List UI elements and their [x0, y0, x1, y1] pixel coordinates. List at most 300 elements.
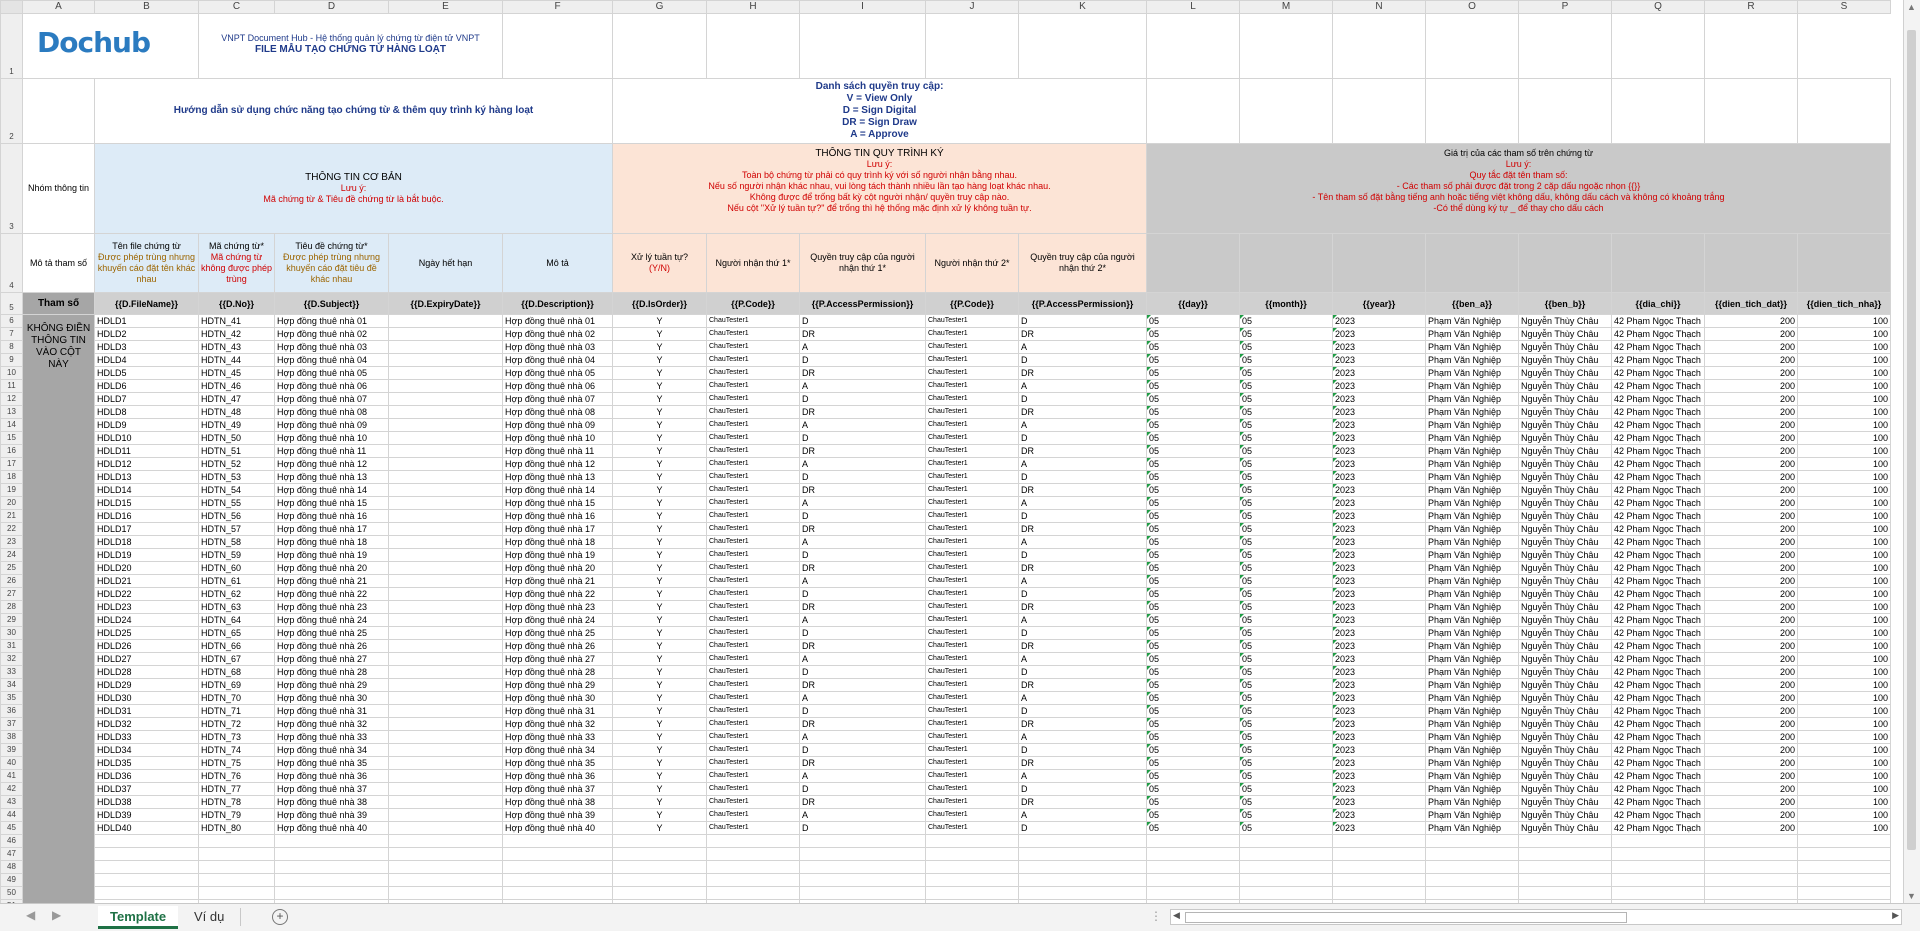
- column-header[interactable]: L: [1147, 1, 1240, 14]
- is-order-cell[interactable]: Y: [613, 666, 707, 679]
- row-header[interactable]: 34: [1, 679, 23, 692]
- recipient-1-cell[interactable]: ChauTester1: [707, 809, 800, 822]
- is-order-cell[interactable]: Y: [613, 796, 707, 809]
- year-cell[interactable]: 2023: [1333, 497, 1426, 510]
- doc-no-cell[interactable]: HDTN_64: [199, 614, 275, 627]
- empty-cell[interactable]: [1240, 848, 1333, 861]
- day-cell[interactable]: 05: [1147, 367, 1240, 380]
- file-name-cell[interactable]: HDLD18: [95, 536, 199, 549]
- empty-cell[interactable]: [1426, 861, 1519, 874]
- access-2-cell[interactable]: DR: [1019, 679, 1147, 692]
- empty-cell[interactable]: [95, 848, 199, 861]
- day-cell[interactable]: 05: [1147, 744, 1240, 757]
- empty-cell[interactable]: [199, 861, 275, 874]
- land-area-cell[interactable]: 200: [1705, 419, 1798, 432]
- ben-b-cell[interactable]: Nguyễn Thùy Châu: [1519, 822, 1612, 835]
- is-order-cell[interactable]: Y: [613, 393, 707, 406]
- expiry-cell[interactable]: [389, 575, 503, 588]
- year-cell[interactable]: 2023: [1333, 354, 1426, 367]
- row-header[interactable]: 30: [1, 627, 23, 640]
- doc-no-cell[interactable]: HDTN_43: [199, 341, 275, 354]
- recipient-2-cell[interactable]: ChauTester1: [926, 653, 1019, 666]
- expiry-cell[interactable]: [389, 497, 503, 510]
- ben-b-cell[interactable]: Nguyễn Thùy Châu: [1519, 653, 1612, 666]
- file-name-cell[interactable]: HDLD16: [95, 510, 199, 523]
- empty-cell[interactable]: [95, 874, 199, 887]
- ben-b-cell[interactable]: Nguyễn Thùy Châu: [1519, 315, 1612, 328]
- ben-a-cell[interactable]: Phạm Văn Nghiệp: [1426, 783, 1519, 796]
- empty-cell[interactable]: [1019, 835, 1147, 848]
- column-header[interactable]: E: [389, 1, 503, 14]
- scroll-up-icon[interactable]: ▲: [1907, 2, 1916, 12]
- empty-cell[interactable]: [1333, 887, 1426, 900]
- recipient-2-cell[interactable]: ChauTester1: [926, 562, 1019, 575]
- empty-cell[interactable]: [1240, 861, 1333, 874]
- ben-b-cell[interactable]: Nguyễn Thùy Châu: [1519, 562, 1612, 575]
- description-cell[interactable]: Hợp đồng thuê nhà 10: [503, 432, 613, 445]
- select-all-corner[interactable]: [1, 1, 23, 14]
- subject-cell[interactable]: Hợp đồng thuê nhà 40: [275, 822, 389, 835]
- day-cell[interactable]: 05: [1147, 406, 1240, 419]
- file-name-cell[interactable]: HDLD8: [95, 406, 199, 419]
- access-2-cell[interactable]: D: [1019, 822, 1147, 835]
- house-area-cell[interactable]: 100: [1798, 757, 1891, 770]
- expiry-cell[interactable]: [389, 562, 503, 575]
- address-cell[interactable]: 42 Phạm Ngọc Thạch: [1612, 484, 1705, 497]
- expiry-cell[interactable]: [389, 419, 503, 432]
- file-name-cell[interactable]: HDLD1: [95, 315, 199, 328]
- house-area-cell[interactable]: 100: [1798, 796, 1891, 809]
- recipient-1-cell[interactable]: ChauTester1: [707, 653, 800, 666]
- expiry-cell[interactable]: [389, 510, 503, 523]
- file-name-cell[interactable]: HDLD24: [95, 614, 199, 627]
- is-order-cell[interactable]: Y: [613, 770, 707, 783]
- expiry-cell[interactable]: [389, 796, 503, 809]
- doc-no-cell[interactable]: HDTN_78: [199, 796, 275, 809]
- expiry-cell[interactable]: [389, 432, 503, 445]
- house-area-cell[interactable]: 100: [1798, 432, 1891, 445]
- address-cell[interactable]: 42 Phạm Ngọc Thạch: [1612, 393, 1705, 406]
- recipient-1-cell[interactable]: ChauTester1: [707, 705, 800, 718]
- house-area-cell[interactable]: 100: [1798, 718, 1891, 731]
- doc-no-cell[interactable]: HDTN_71: [199, 705, 275, 718]
- is-order-cell[interactable]: Y: [613, 367, 707, 380]
- month-cell[interactable]: 05: [1240, 484, 1333, 497]
- access-1-cell[interactable]: A: [800, 692, 926, 705]
- empty-cell[interactable]: [707, 861, 800, 874]
- recipient-2-cell[interactable]: ChauTester1: [926, 705, 1019, 718]
- ben-a-cell[interactable]: Phạm Văn Nghiệp: [1426, 666, 1519, 679]
- house-area-cell[interactable]: 100: [1798, 770, 1891, 783]
- description-cell[interactable]: Hợp đồng thuê nhà 34: [503, 744, 613, 757]
- access-1-cell[interactable]: A: [800, 536, 926, 549]
- month-cell[interactable]: 05: [1240, 705, 1333, 718]
- access-1-cell[interactable]: D: [800, 471, 926, 484]
- empty-cell[interactable]: [503, 874, 613, 887]
- description-cell[interactable]: Hợp đồng thuê nhà 16: [503, 510, 613, 523]
- recipient-1-cell[interactable]: ChauTester1: [707, 614, 800, 627]
- land-area-cell[interactable]: 200: [1705, 562, 1798, 575]
- ben-a-cell[interactable]: Phạm Văn Nghiệp: [1426, 315, 1519, 328]
- access-1-cell[interactable]: A: [800, 458, 926, 471]
- house-area-cell[interactable]: 100: [1798, 822, 1891, 835]
- is-order-cell[interactable]: Y: [613, 783, 707, 796]
- empty-cell[interactable]: [1612, 848, 1705, 861]
- recipient-1-cell[interactable]: ChauTester1: [707, 380, 800, 393]
- row-header[interactable]: 10: [1, 367, 23, 380]
- ben-a-cell[interactable]: Phạm Văn Nghiệp: [1426, 510, 1519, 523]
- column-header[interactable]: R: [1705, 1, 1798, 14]
- house-area-cell[interactable]: 100: [1798, 588, 1891, 601]
- ben-a-cell[interactable]: Phạm Văn Nghiệp: [1426, 705, 1519, 718]
- day-cell[interactable]: 05: [1147, 315, 1240, 328]
- address-cell[interactable]: 42 Phạm Ngọc Thạch: [1612, 744, 1705, 757]
- access-2-cell[interactable]: DR: [1019, 523, 1147, 536]
- month-cell[interactable]: 05: [1240, 783, 1333, 796]
- file-name-cell[interactable]: HDLD2: [95, 328, 199, 341]
- day-cell[interactable]: 05: [1147, 419, 1240, 432]
- land-area-cell[interactable]: 200: [1705, 536, 1798, 549]
- house-area-cell[interactable]: 100: [1798, 380, 1891, 393]
- access-1-cell[interactable]: D: [800, 705, 926, 718]
- empty-cell[interactable]: [800, 835, 926, 848]
- house-area-cell[interactable]: 100: [1798, 406, 1891, 419]
- access-1-cell[interactable]: DR: [800, 640, 926, 653]
- row-header[interactable]: 18: [1, 471, 23, 484]
- recipient-2-cell[interactable]: ChauTester1: [926, 354, 1019, 367]
- house-area-cell[interactable]: 100: [1798, 614, 1891, 627]
- year-cell[interactable]: 2023: [1333, 692, 1426, 705]
- file-name-cell[interactable]: HDLD27: [95, 653, 199, 666]
- access-2-cell[interactable]: D: [1019, 432, 1147, 445]
- doc-no-cell[interactable]: HDTN_70: [199, 692, 275, 705]
- day-cell[interactable]: 05: [1147, 575, 1240, 588]
- access-1-cell[interactable]: DR: [800, 679, 926, 692]
- row-header[interactable]: 31: [1, 640, 23, 653]
- subject-cell[interactable]: Hợp đồng thuê nhà 07: [275, 393, 389, 406]
- subject-cell[interactable]: Hợp đồng thuê nhà 37: [275, 783, 389, 796]
- is-order-cell[interactable]: Y: [613, 718, 707, 731]
- doc-no-cell[interactable]: HDTN_41: [199, 315, 275, 328]
- empty-cell[interactable]: [1705, 835, 1798, 848]
- day-cell[interactable]: 05: [1147, 770, 1240, 783]
- land-area-cell[interactable]: 200: [1705, 744, 1798, 757]
- recipient-1-cell[interactable]: ChauTester1: [707, 640, 800, 653]
- access-1-cell[interactable]: DR: [800, 601, 926, 614]
- subject-cell[interactable]: Hợp đồng thuê nhà 33: [275, 731, 389, 744]
- row-header[interactable]: 16: [1, 445, 23, 458]
- doc-no-cell[interactable]: HDTN_75: [199, 757, 275, 770]
- empty-cell[interactable]: [926, 835, 1019, 848]
- recipient-2-cell[interactable]: ChauTester1: [926, 406, 1019, 419]
- recipient-2-cell[interactable]: ChauTester1: [926, 796, 1019, 809]
- access-1-cell[interactable]: D: [800, 783, 926, 796]
- empty-cell[interactable]: [503, 861, 613, 874]
- file-name-cell[interactable]: HDLD10: [95, 432, 199, 445]
- year-cell[interactable]: 2023: [1333, 510, 1426, 523]
- recipient-1-cell[interactable]: ChauTester1: [707, 731, 800, 744]
- access-1-cell[interactable]: DR: [800, 796, 926, 809]
- recipient-2-cell[interactable]: ChauTester1: [926, 458, 1019, 471]
- file-name-cell[interactable]: HDLD34: [95, 744, 199, 757]
- ben-b-cell[interactable]: Nguyễn Thùy Châu: [1519, 341, 1612, 354]
- row-header[interactable]: 37: [1, 718, 23, 731]
- is-order-cell[interactable]: Y: [613, 484, 707, 497]
- is-order-cell[interactable]: Y: [613, 354, 707, 367]
- recipient-2-cell[interactable]: ChauTester1: [926, 419, 1019, 432]
- recipient-1-cell[interactable]: ChauTester1: [707, 432, 800, 445]
- doc-no-cell[interactable]: HDTN_42: [199, 328, 275, 341]
- recipient-2-cell[interactable]: ChauTester1: [926, 575, 1019, 588]
- access-2-cell[interactable]: DR: [1019, 484, 1147, 497]
- description-cell[interactable]: Hợp đồng thuê nhà 28: [503, 666, 613, 679]
- row-header[interactable]: 9: [1, 354, 23, 367]
- year-cell[interactable]: 2023: [1333, 783, 1426, 796]
- recipient-1-cell[interactable]: ChauTester1: [707, 510, 800, 523]
- description-cell[interactable]: Hợp đồng thuê nhà 30: [503, 692, 613, 705]
- land-area-cell[interactable]: 200: [1705, 705, 1798, 718]
- doc-no-cell[interactable]: HDTN_52: [199, 458, 275, 471]
- ben-a-cell[interactable]: Phạm Văn Nghiệp: [1426, 822, 1519, 835]
- year-cell[interactable]: 2023: [1333, 731, 1426, 744]
- file-name-cell[interactable]: HDLD31: [95, 705, 199, 718]
- year-cell[interactable]: 2023: [1333, 471, 1426, 484]
- file-name-cell[interactable]: HDLD4: [95, 354, 199, 367]
- description-cell[interactable]: Hợp đồng thuê nhà 25: [503, 627, 613, 640]
- month-cell[interactable]: 05: [1240, 497, 1333, 510]
- row-header[interactable]: 4: [1, 234, 23, 293]
- description-cell[interactable]: Hợp đồng thuê nhà 21: [503, 575, 613, 588]
- year-cell[interactable]: 2023: [1333, 380, 1426, 393]
- year-cell[interactable]: 2023: [1333, 523, 1426, 536]
- recipient-2-cell[interactable]: ChauTester1: [926, 770, 1019, 783]
- day-cell[interactable]: 05: [1147, 783, 1240, 796]
- expiry-cell[interactable]: [389, 731, 503, 744]
- ben-a-cell[interactable]: Phạm Văn Nghiệp: [1426, 588, 1519, 601]
- day-cell[interactable]: 05: [1147, 536, 1240, 549]
- address-cell[interactable]: 42 Phạm Ngọc Thạch: [1612, 640, 1705, 653]
- empty-cell[interactable]: [1019, 848, 1147, 861]
- row-header[interactable]: 46: [1, 835, 23, 848]
- file-name-cell[interactable]: HDLD6: [95, 380, 199, 393]
- is-order-cell[interactable]: Y: [613, 406, 707, 419]
- recipient-1-cell[interactable]: ChauTester1: [707, 783, 800, 796]
- address-cell[interactable]: 42 Phạm Ngọc Thạch: [1612, 822, 1705, 835]
- ben-a-cell[interactable]: Phạm Văn Nghiệp: [1426, 341, 1519, 354]
- month-cell[interactable]: 05: [1240, 510, 1333, 523]
- doc-no-cell[interactable]: HDTN_79: [199, 809, 275, 822]
- access-1-cell[interactable]: DR: [800, 523, 926, 536]
- expiry-cell[interactable]: [389, 354, 503, 367]
- month-cell[interactable]: 05: [1240, 822, 1333, 835]
- doc-no-cell[interactable]: HDTN_57: [199, 523, 275, 536]
- month-cell[interactable]: 05: [1240, 354, 1333, 367]
- house-area-cell[interactable]: 100: [1798, 627, 1891, 640]
- address-cell[interactable]: 42 Phạm Ngọc Thạch: [1612, 315, 1705, 328]
- address-cell[interactable]: 42 Phạm Ngọc Thạch: [1612, 575, 1705, 588]
- access-2-cell[interactable]: A: [1019, 536, 1147, 549]
- ben-b-cell[interactable]: Nguyễn Thùy Châu: [1519, 744, 1612, 757]
- is-order-cell[interactable]: Y: [613, 822, 707, 835]
- address-cell[interactable]: 42 Phạm Ngọc Thạch: [1612, 666, 1705, 679]
- day-cell[interactable]: 05: [1147, 679, 1240, 692]
- ben-a-cell[interactable]: Phạm Văn Nghiệp: [1426, 497, 1519, 510]
- land-area-cell[interactable]: 200: [1705, 510, 1798, 523]
- file-name-cell[interactable]: HDLD17: [95, 523, 199, 536]
- ben-b-cell[interactable]: Nguyễn Thùy Châu: [1519, 406, 1612, 419]
- row-header[interactable]: 17: [1, 458, 23, 471]
- description-cell[interactable]: Hợp đồng thuê nhà 40: [503, 822, 613, 835]
- ben-b-cell[interactable]: Nguyễn Thùy Châu: [1519, 510, 1612, 523]
- ben-a-cell[interactable]: Phạm Văn Nghiệp: [1426, 575, 1519, 588]
- expiry-cell[interactable]: [389, 627, 503, 640]
- land-area-cell[interactable]: 200: [1705, 458, 1798, 471]
- subject-cell[interactable]: Hợp đồng thuê nhà 03: [275, 341, 389, 354]
- day-cell[interactable]: 05: [1147, 666, 1240, 679]
- access-2-cell[interactable]: D: [1019, 783, 1147, 796]
- month-cell[interactable]: 05: [1240, 796, 1333, 809]
- subject-cell[interactable]: Hợp đồng thuê nhà 01: [275, 315, 389, 328]
- recipient-2-cell[interactable]: ChauTester1: [926, 744, 1019, 757]
- file-name-cell[interactable]: HDLD19: [95, 549, 199, 562]
- empty-cell[interactable]: [275, 874, 389, 887]
- recipient-1-cell[interactable]: ChauTester1: [707, 601, 800, 614]
- expiry-cell[interactable]: [389, 315, 503, 328]
- empty-cell[interactable]: [707, 835, 800, 848]
- land-area-cell[interactable]: 200: [1705, 614, 1798, 627]
- empty-cell[interactable]: [1426, 887, 1519, 900]
- empty-cell[interactable]: [1798, 887, 1891, 900]
- year-cell[interactable]: 2023: [1333, 614, 1426, 627]
- row-header[interactable]: 36: [1, 705, 23, 718]
- expiry-cell[interactable]: [389, 809, 503, 822]
- day-cell[interactable]: 05: [1147, 510, 1240, 523]
- access-2-cell[interactable]: A: [1019, 692, 1147, 705]
- land-area-cell[interactable]: 200: [1705, 471, 1798, 484]
- empty-cell[interactable]: [1019, 887, 1147, 900]
- description-cell[interactable]: Hợp đồng thuê nhà 32: [503, 718, 613, 731]
- ben-a-cell[interactable]: Phạm Văn Nghiệp: [1426, 419, 1519, 432]
- land-area-cell[interactable]: 200: [1705, 523, 1798, 536]
- land-area-cell[interactable]: 200: [1705, 640, 1798, 653]
- is-order-cell[interactable]: Y: [613, 640, 707, 653]
- house-area-cell[interactable]: 100: [1798, 783, 1891, 796]
- ben-a-cell[interactable]: Phạm Văn Nghiệp: [1426, 367, 1519, 380]
- is-order-cell[interactable]: Y: [613, 692, 707, 705]
- doc-no-cell[interactable]: HDTN_80: [199, 822, 275, 835]
- address-cell[interactable]: 42 Phạm Ngọc Thạch: [1612, 523, 1705, 536]
- ben-b-cell[interactable]: Nguyễn Thùy Châu: [1519, 471, 1612, 484]
- land-area-cell[interactable]: 200: [1705, 822, 1798, 835]
- empty-cell[interactable]: [1426, 848, 1519, 861]
- access-2-cell[interactable]: DR: [1019, 406, 1147, 419]
- month-cell[interactable]: 05: [1240, 445, 1333, 458]
- recipient-2-cell[interactable]: ChauTester1: [926, 510, 1019, 523]
- column-header[interactable]: D: [275, 1, 389, 14]
- file-name-cell[interactable]: HDLD26: [95, 640, 199, 653]
- month-cell[interactable]: 05: [1240, 575, 1333, 588]
- day-cell[interactable]: 05: [1147, 497, 1240, 510]
- is-order-cell[interactable]: Y: [613, 809, 707, 822]
- chevron-left-icon[interactable]: ◀: [26, 908, 36, 922]
- tab-vi-du[interactable]: Ví dụ: [194, 909, 225, 924]
- empty-cell[interactable]: [1240, 874, 1333, 887]
- recipient-1-cell[interactable]: ChauTester1: [707, 354, 800, 367]
- subject-cell[interactable]: Hợp đồng thuê nhà 21: [275, 575, 389, 588]
- empty-cell[interactable]: [389, 887, 503, 900]
- empty-cell[interactable]: [613, 848, 707, 861]
- ben-a-cell[interactable]: Phạm Văn Nghiệp: [1426, 679, 1519, 692]
- doc-no-cell[interactable]: HDTN_49: [199, 419, 275, 432]
- empty-cell[interactable]: [95, 887, 199, 900]
- row-header[interactable]: 20: [1, 497, 23, 510]
- access-2-cell[interactable]: D: [1019, 549, 1147, 562]
- access-1-cell[interactable]: DR: [800, 562, 926, 575]
- column-header[interactable]: K: [1019, 1, 1147, 14]
- address-cell[interactable]: 42 Phạm Ngọc Thạch: [1612, 354, 1705, 367]
- doc-no-cell[interactable]: HDTN_72: [199, 718, 275, 731]
- expiry-cell[interactable]: [389, 601, 503, 614]
- is-order-cell[interactable]: Y: [613, 588, 707, 601]
- horizontal-scroll-thumb[interactable]: [1185, 912, 1627, 923]
- land-area-cell[interactable]: 200: [1705, 796, 1798, 809]
- recipient-1-cell[interactable]: ChauTester1: [707, 666, 800, 679]
- doc-no-cell[interactable]: HDTN_61: [199, 575, 275, 588]
- is-order-cell[interactable]: Y: [613, 432, 707, 445]
- expiry-cell[interactable]: [389, 757, 503, 770]
- empty-cell[interactable]: [1798, 835, 1891, 848]
- address-cell[interactable]: 42 Phạm Ngọc Thạch: [1612, 367, 1705, 380]
- day-cell[interactable]: 05: [1147, 601, 1240, 614]
- month-cell[interactable]: 05: [1240, 471, 1333, 484]
- row-header[interactable]: 33: [1, 666, 23, 679]
- address-cell[interactable]: 42 Phạm Ngọc Thạch: [1612, 770, 1705, 783]
- access-2-cell[interactable]: DR: [1019, 796, 1147, 809]
- ben-b-cell[interactable]: Nguyễn Thùy Châu: [1519, 380, 1612, 393]
- ben-b-cell[interactable]: Nguyễn Thùy Châu: [1519, 523, 1612, 536]
- year-cell[interactable]: 2023: [1333, 666, 1426, 679]
- house-area-cell[interactable]: 100: [1798, 458, 1891, 471]
- expiry-cell[interactable]: [389, 380, 503, 393]
- subject-cell[interactable]: Hợp đồng thuê nhà 32: [275, 718, 389, 731]
- access-1-cell[interactable]: D: [800, 588, 926, 601]
- doc-no-cell[interactable]: HDTN_46: [199, 380, 275, 393]
- row-header[interactable]: 32: [1, 653, 23, 666]
- ben-b-cell[interactable]: Nguyễn Thùy Châu: [1519, 419, 1612, 432]
- house-area-cell[interactable]: 100: [1798, 510, 1891, 523]
- house-area-cell[interactable]: 100: [1798, 640, 1891, 653]
- month-cell[interactable]: 05: [1240, 614, 1333, 627]
- access-2-cell[interactable]: DR: [1019, 718, 1147, 731]
- recipient-1-cell[interactable]: ChauTester1: [707, 588, 800, 601]
- house-area-cell[interactable]: 100: [1798, 367, 1891, 380]
- subject-cell[interactable]: Hợp đồng thuê nhà 24: [275, 614, 389, 627]
- expiry-cell[interactable]: [389, 471, 503, 484]
- address-cell[interactable]: 42 Phạm Ngọc Thạch: [1612, 341, 1705, 354]
- is-order-cell[interactable]: Y: [613, 497, 707, 510]
- access-1-cell[interactable]: A: [800, 614, 926, 627]
- address-cell[interactable]: 42 Phạm Ngọc Thạch: [1612, 653, 1705, 666]
- description-cell[interactable]: Hợp đồng thuê nhà 13: [503, 471, 613, 484]
- ben-b-cell[interactable]: Nguyễn Thùy Châu: [1519, 484, 1612, 497]
- year-cell[interactable]: 2023: [1333, 315, 1426, 328]
- empty-cell[interactable]: [926, 887, 1019, 900]
- access-1-cell[interactable]: D: [800, 393, 926, 406]
- access-2-cell[interactable]: A: [1019, 458, 1147, 471]
- row-header[interactable]: 2: [1, 79, 23, 144]
- day-cell[interactable]: 05: [1147, 523, 1240, 536]
- ben-b-cell[interactable]: Nguyễn Thùy Châu: [1519, 354, 1612, 367]
